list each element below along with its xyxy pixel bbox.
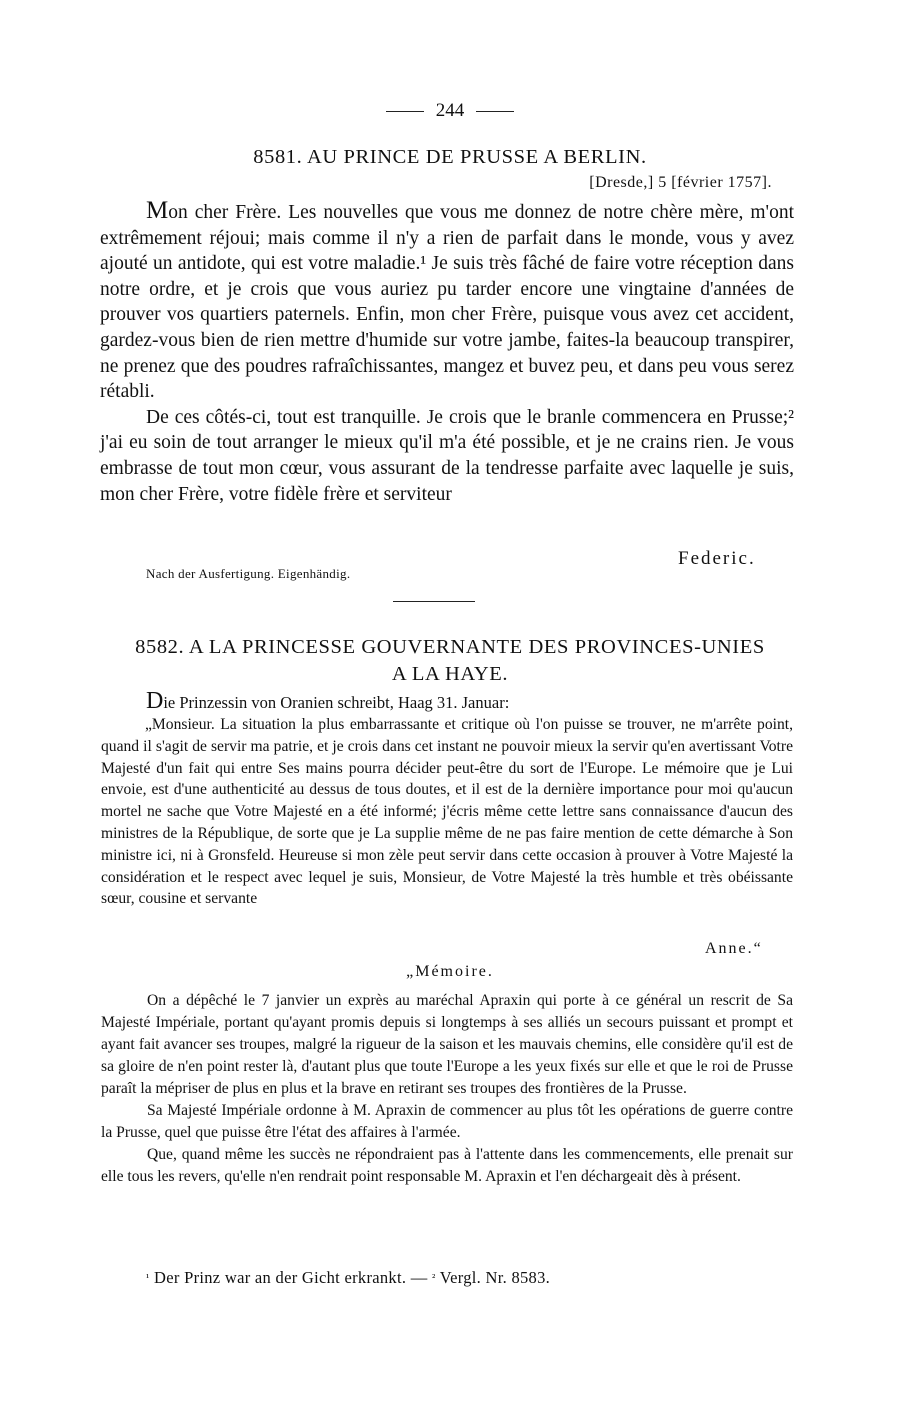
letter-8582-heading-line-2: A LA HAYE. <box>391 663 509 685</box>
letter-8581-signature: Federic. <box>678 548 756 569</box>
memoire-paragraph-1: On a dépêché le 7 janvier un exprès au maréchal Apraxin qui porte à ce général un rescrit de Sa Majesté Impériale, portant qu'ayant promis depuis si longtemps à ses alliés un secours puissant et prompt et ayant fait avancer ses troupes, malgré la rigueur de la saison et les mauvais chemins, elle considère qu'il est de sa gloire de n'en point rester là, d'autant plus que toute l'Europe a les yeux fixés sur elle et que le roi de Prusse paraît la mépriser de plus en plus et la brave en retirant ses troupes des frontières de la Prusse. <box>101 992 793 1097</box>
letter-8582-intro <box>146 690 509 714</box>
quoted-letter-text: „Monsieur. La situation la plus embarrassante et critique où l'on puisse se trouver, ne m'arrête point, quand il s'agit de servir ma patrie, et je crois dans cet instant ne pouvoir mieux la servir qu'en avertissant Votre Majesté d'un fait qui entre Ses mains pourra décider peut-être du sort de l'Europe. Le mémoire que je Lui envoie, est d'une authenticité au dessus de tous doutes, et il est de la dernière importance pour moi qu'aucun mortel ne sache que Votre Majesté en a été informé; j'écris même cette lettre sans connaissance d'aucun des ministres de la République, de sorte que je La supplie même de ne pas faire mention de cette démarche à Son ministre ici, ni à Gronsfeld. Heureuse si mon zèle peut servir dans cette occasion à prouver à Votre Majesté la considération et le respect avec lequel je suis, Monsieur, de Votre Majesté la très humble et très obéissante sœur, cousine et servante <box>101 716 793 908</box>
letter-8581-dateline: [Dresde,] 5 [février 1757]. <box>589 174 772 191</box>
source-note: Nach der Ausfertigung. Eigenhändig. <box>146 566 351 581</box>
letter-8581-paragraph-1 <box>100 198 794 405</box>
paragraph-text: on cher Frère. Les nouvelles que vous me donnez de notre chère mère, m'ont extrêmement réjoui; mais comme il n'y a rien de parfait dans le monde, vous y avez ajouté un antidote, qui est votre maladie.¹ Je suis très fâché de faire votre réception dans notre ordre, et je crois que vous auriez pu tarder encore une vingtaine d'années de prouver vos quartiers paternels. Enfin, mon cher Frère, puisque vous avez cet accident, gardez-vous bien de rien mettre d'humide sur votre jambe, faites-la beaucoup transpirer, ne prenez que des poudres rafraîchissantes, mangez et buvez peu, et dans peu vous serez rétabli. <box>100 202 794 403</box>
drop-cap: M <box>146 197 169 224</box>
footnote-2-mark: ² <box>431 1272 436 1284</box>
quoted-letter <box>101 714 793 910</box>
memoire-title: „Mémoire. <box>406 963 494 980</box>
page-number-rule-right <box>476 111 514 112</box>
section-divider <box>393 601 475 602</box>
footnotes <box>146 1268 550 1288</box>
letter-8582-heading-line-1: 8582. A LA PRINCESSE GOUVERNANTE DES PROVINCES-UNIES <box>135 636 765 658</box>
page-number-rule-left <box>386 111 424 112</box>
footnote-1-mark: ¹ <box>146 1272 150 1284</box>
memoire-paragraph-2: Sa Majesté Impériale ordonne à M. Apraxin de commencer au plus tôt les opérations de guerre contre la Prusse, quel que puisse être l'état des affaires à l'armée. <box>101 1102 793 1141</box>
letter-8581-body <box>100 198 794 507</box>
drop-cap: D <box>146 688 164 714</box>
page-number: 244 <box>435 100 465 121</box>
letter-8582-heading <box>90 634 810 688</box>
memoire-body <box>101 990 793 1188</box>
letter-8581-paragraph-2: De ces côtés-ci, tout est tranquille. Je crois que le branle commencera en Prusse;² j'ai eu soin de tout arranger le mieux qu'il m'a été possible, et je ne crains rien. Je vous embrasse de tout mon cœur, vous assurant de la tendresse parfaite avec laquelle je suis, mon cher Frère, votre fidèle frère et serviteur <box>100 406 794 505</box>
footnote-1-text: Der Prinz war an der Gicht erkrankt. — <box>154 1268 428 1287</box>
running-head <box>0 100 900 122</box>
memoire-paragraph-3: Que, quand même les succès ne répondraient pas à l'attente dans les commencements, elle prenait sur elle tous les revers, qu'elle n'en rendrait point responsable M. Apraxin et l'en déchargeait dès à présent. <box>101 1146 793 1185</box>
footnote-2-text: Vergl. Nr. 8583. <box>439 1268 551 1287</box>
intro-text: ie Prinzessin von Oranien schreibt, Haag 31. Januar: <box>163 693 510 712</box>
letter-8581-heading: 8581. AU PRINCE DE PRUSSE A BERLIN. <box>253 146 647 168</box>
quoted-letter-signature: Anne.“ <box>705 940 763 957</box>
